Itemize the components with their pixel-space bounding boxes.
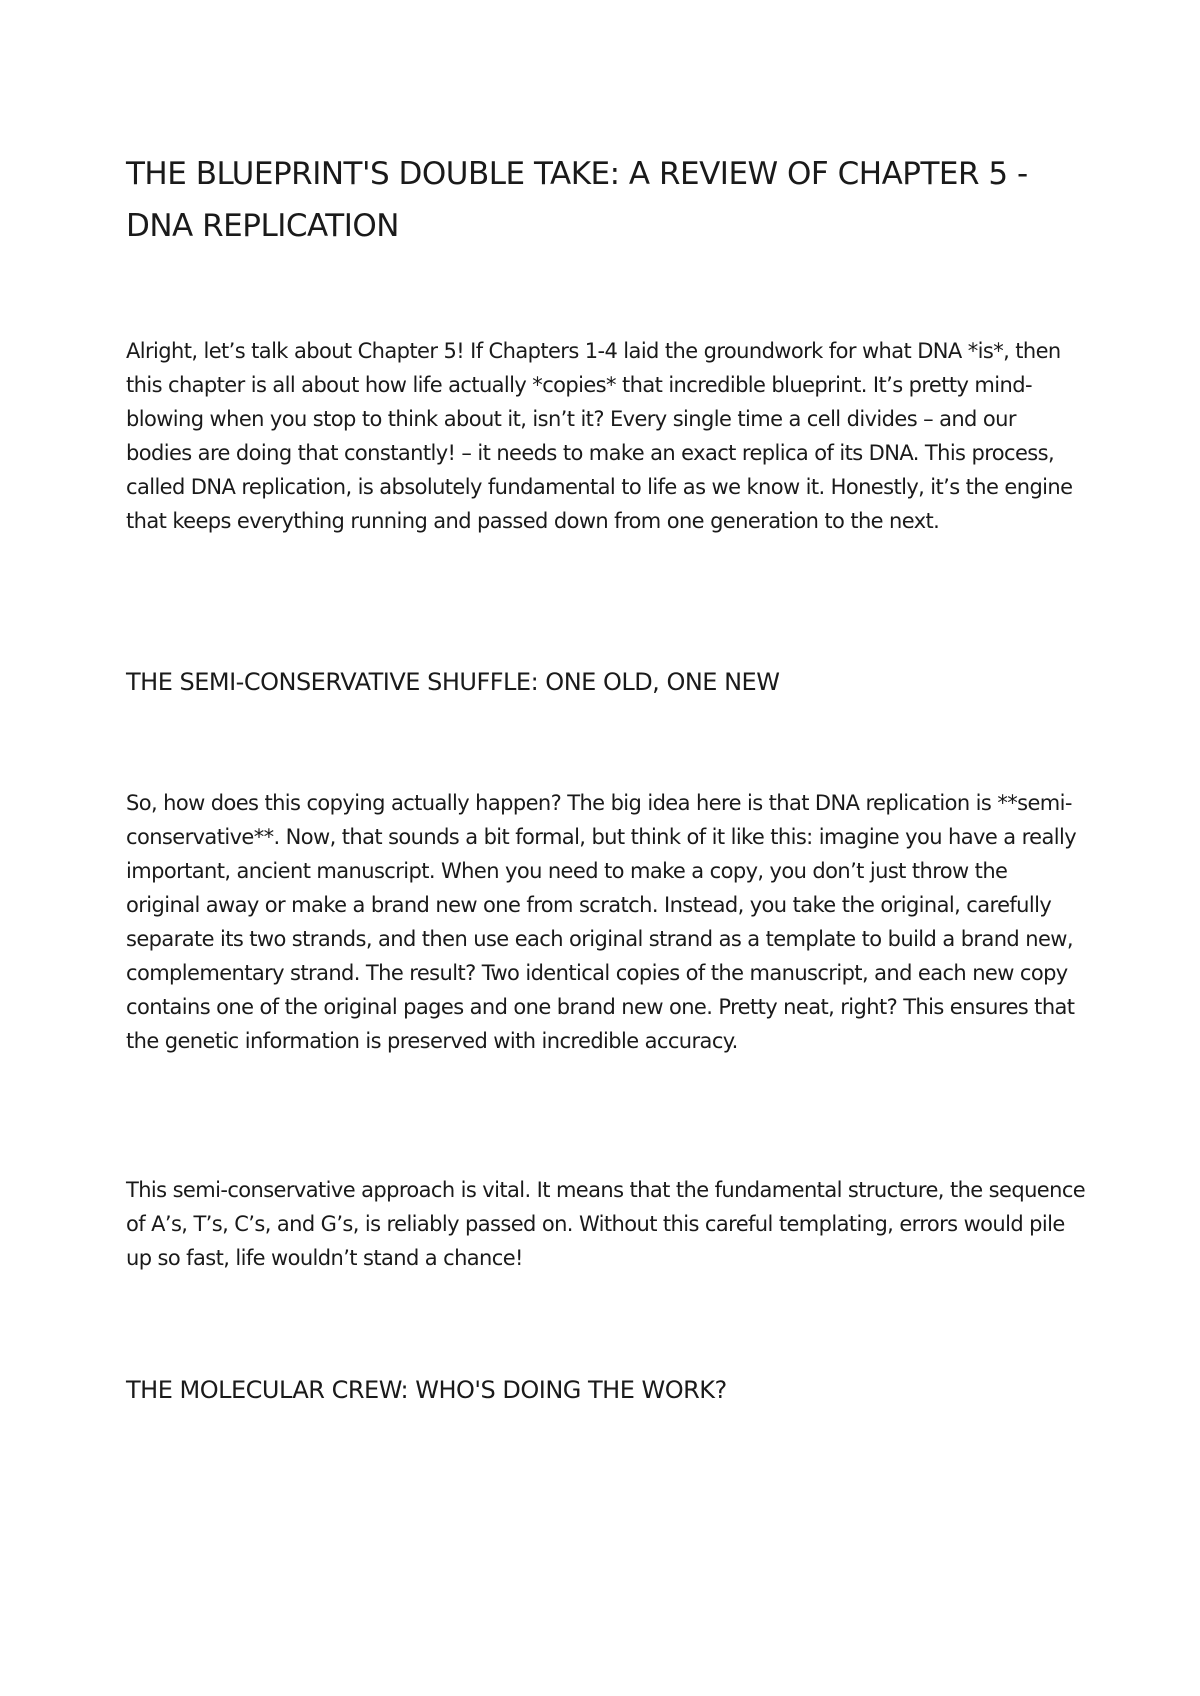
section-heading-semi-conservative: THE SEMI-CONSERVATIVE SHUFFLE: ONE OLD, ONE NEW: [126, 668, 780, 696]
section-paragraph-semi-conservative-2: This semi-conservative approach is vital. It means that the fundamental structure, the sequence of A’s, T’s, C’s, and G’s, is reliably passed on. Without this careful templating, errors would pile up so fast, life wouldn’t stand a chance!: [126, 1178, 1086, 1270]
section-paragraph-semi-conservative-1: So, how does this copying actually happen? The big idea here is that DNA replication is **semi-conservative**. Now, that sounds a bit formal, but think of it like this: imagine you have a really important, ancient manuscript. When you need to make a copy, you don’t just throw the original away or make a brand new one from scratch. Instead, you take the original, carefully separate its two strands, and then use each original strand as a template to build a brand new, complementary strand. The result? Two identical copies of the manuscript, and each new copy contains one of the original pages and one brand new one. Pretty neat, right? This ensures that the genetic information is preserved with incredible accuracy.: [126, 791, 1077, 1053]
document-title: THE BLUEPRINT'S DOUBLE TAKE: A REVIEW OF CHAPTER 5 - DNA REPLICATION: [126, 156, 1028, 244]
section-heading-molecular-crew: THE MOLECULAR CREW: WHO'S DOING THE WORK?: [126, 1376, 727, 1404]
intro-paragraph: Alright, let’s talk about Chapter 5! If Chapters 1-4 laid the groundwork for what DNA *is*, then this chapter is all about how life actually *copies* that incredible blueprint. It’s pretty mind-blowing when you stop to think about it, isn’t it? Every single time a cell divides – and our bodies are doing that constantly! – it needs to make an exact replica of its DNA. This process, called DNA replication, is absolutely fundamental to life as we know it. Honestly, it’s the engine that keeps everything running and passed down from one generation to the next.: [126, 339, 1073, 533]
